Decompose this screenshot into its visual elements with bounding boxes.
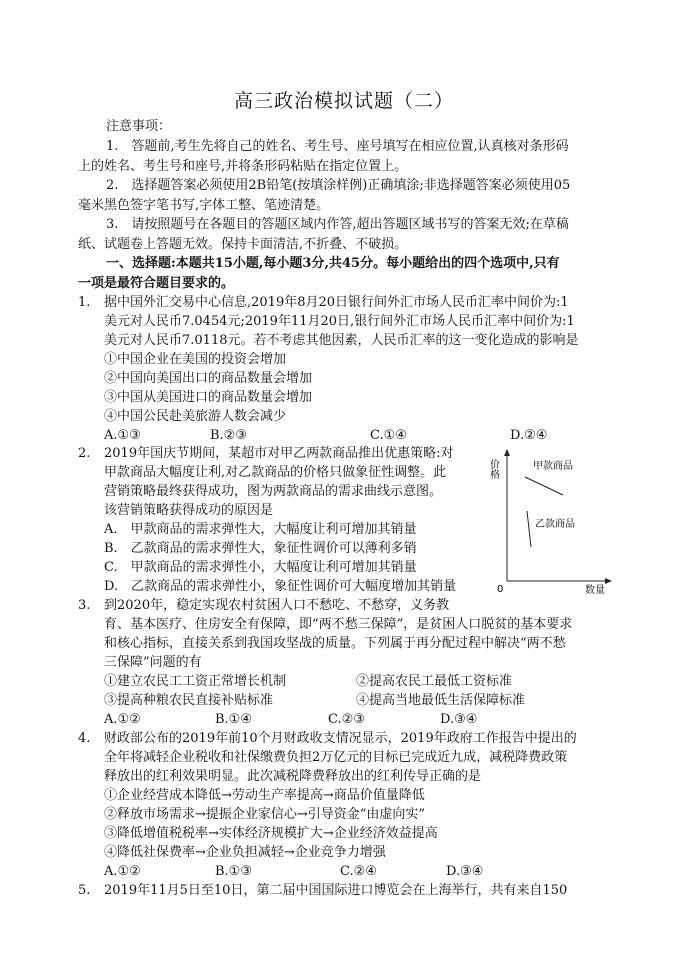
q4-item: ③降低增值税税率→实体经济规模扩大→企业经济效益提高 bbox=[104, 826, 438, 841]
section-heading-cont: 一项是最符合题目要求的。 bbox=[78, 276, 235, 291]
page-title: 高三政治模拟试题（二） bbox=[233, 90, 454, 112]
q2-stem: 甲款商品大幅度让利,对乙款商品的价格只做象征性调整。此 bbox=[104, 465, 447, 480]
q3-option-c: C.②③ bbox=[328, 712, 365, 727]
q2-stem: 该营销策略获得成功的原因是 bbox=[104, 503, 274, 518]
q2-stem: 2019年国庆节期间，某超市对甲乙两款商品推出优惠策略:对 bbox=[104, 446, 454, 461]
notice-line: 毫米黑色签字笔书写,字体工整、笔迹清楚。 bbox=[78, 198, 330, 213]
q4-stem: 释放出的红利效果明显。此次减税降费释放出的红利传导正确的是 bbox=[104, 769, 482, 784]
question-number: 5. bbox=[78, 883, 91, 898]
x-axis-label: 数量 bbox=[585, 585, 605, 596]
q1-item: ③中国从美国进口的商品数量会增加 bbox=[104, 390, 313, 405]
q4-stem: 财政部公布的2019年前10个月财政收支情况显示，2019年政府工作报告中提出的 bbox=[104, 731, 577, 746]
q1-option-d: D.②④ bbox=[510, 428, 548, 443]
q4-option-c: C.②④ bbox=[340, 864, 377, 879]
q1-stem: 据中国外汇交易中心信息,2019年8月20日银行间外汇市场人民币汇率中间价为:1 bbox=[104, 295, 569, 310]
section-heading: 一、选择题:本题共15小题,每小题3分,共45分。每小题给出的四个选项中,只有 bbox=[106, 256, 560, 271]
question-number: 2. bbox=[78, 446, 91, 461]
q1-option-b: B.②③ bbox=[210, 428, 247, 443]
series-a-curve bbox=[525, 477, 563, 495]
q3-stem: 到2020年，稳定实现农村贫困人口不愁吃、不愁穿，义务教 bbox=[104, 598, 450, 613]
q3-item: ①建立农民工工资正常增长机制 bbox=[104, 674, 287, 689]
q3-option-a: A.①② bbox=[104, 712, 141, 727]
question-number: 4. bbox=[78, 731, 91, 746]
q2-option-b: B. 乙款商品的需求弹性大，象征性调价可以薄利多销 bbox=[104, 541, 417, 556]
q2-option-c: C. 甲款商品的需求弹性小，大幅度让利可增加其销量 bbox=[104, 560, 417, 575]
q3-option-b: B.①④ bbox=[215, 712, 252, 727]
q1-item: ④中国公民赴美旅游人数会减少 bbox=[104, 409, 287, 424]
q3-option-d: D.③④ bbox=[440, 712, 478, 727]
q1-item: ①中国企业在美国的投资会增加 bbox=[104, 352, 287, 367]
series-a-label: 甲款商品 bbox=[533, 461, 573, 472]
q1-stem: 美元对人民币7.0118元。若不考虑其他因素，人民币汇率的这一变化造成的影响是 bbox=[104, 333, 579, 348]
q3-stem: 和核心指标，直接关系到我国攻坚战的质量。下列属于再分配过程中解决“两不愁 bbox=[104, 636, 566, 651]
notice-line: 1. 答题前,考生先将自己的姓名、考生号、座号填写在相应位置,认真核对条形码 bbox=[106, 139, 569, 154]
y-axis-label: 价格 bbox=[487, 459, 499, 479]
q4-item: ④降低社保费率→企业负担减轻→企业竞争力增强 bbox=[104, 845, 386, 860]
q4-stem: 全年将减轻企业税收和社保缴费负担2万亿元的目标已完成近九成，减税降费政策 bbox=[104, 750, 568, 765]
q4-item: ①企业经营成本降低→劳动生产率提高→商品价值量降低 bbox=[104, 788, 425, 803]
notice-line: 纸、试题卷上答题无效。保持卡面清洁,不折叠、不破损。 bbox=[78, 237, 408, 252]
q5-stem: 2019年11月5日至10日，第二届中国国际进口博览会在上海举行，共有来自150 bbox=[104, 883, 568, 898]
q2-stem: 营销策略最终获得成功，图为两款商品的需求曲线示意图。 bbox=[104, 484, 443, 499]
demand-curve-diagram bbox=[487, 447, 613, 597]
q4-option-a: A.①② bbox=[104, 864, 141, 879]
notice-line: 3. 请按照题号在各题目的答题区域内作答,超出答题区域书写的答案无效;在草稿 bbox=[106, 217, 569, 232]
q3-item: ②提高农民工最低工资标准 bbox=[356, 674, 513, 689]
q4-option-d: D.③④ bbox=[446, 864, 484, 879]
question-number: 3. bbox=[78, 598, 91, 613]
y-axis-arrow bbox=[504, 449, 510, 456]
q2-option-a: A. 甲款商品的需求弹性大，大幅度让利可增加其销量 bbox=[104, 522, 417, 537]
q2-option-d: D. 乙款商品的需求弹性小，象征性调价可大幅度增加其销量 bbox=[104, 579, 457, 594]
notice-heading: 注意事项： bbox=[106, 119, 172, 134]
q4-option-b: B.①③ bbox=[215, 864, 252, 879]
q3-stem: 三保障”问题的有 bbox=[104, 655, 202, 670]
question-number: 1. bbox=[78, 295, 91, 310]
q4-item: ②释放市场需求→提振企业家信心→引导资金“由虚向实” bbox=[104, 807, 426, 822]
q1-option-c: C.①④ bbox=[370, 428, 407, 443]
q1-stem: 美元对人民币7.0454元;2019年11月20日,银行间外汇市场人民币汇率中间价为:1 bbox=[104, 314, 575, 329]
series-b-curve bbox=[527, 511, 531, 547]
notice-line: 2. 选择题答案必须使用2B铅笔(按填涂样例)正确填涂;非选择题答案必须使用05 bbox=[106, 178, 571, 193]
q3-stem: 育、基本医疗、住房安全有保障，即“两不愁三保障”，是贫困人口脱贫的基本要求 bbox=[104, 617, 573, 632]
notice-line: 上的姓名、考生号和座号,并将条形码粘贴在指定位置上。 bbox=[78, 159, 408, 174]
x-axis-arrow bbox=[605, 578, 612, 584]
q3-item: ③提高种粮农民直接补贴标准 bbox=[104, 693, 274, 708]
q1-item: ②中国向美国出口的商品数量会增加 bbox=[104, 371, 313, 386]
q3-item: ④提高当地最低生活保障标准 bbox=[356, 693, 526, 708]
q1-option-a: A.①③ bbox=[104, 428, 141, 443]
origin-label: 0 bbox=[497, 584, 504, 595]
series-b-label: 乙款商品 bbox=[535, 519, 575, 530]
